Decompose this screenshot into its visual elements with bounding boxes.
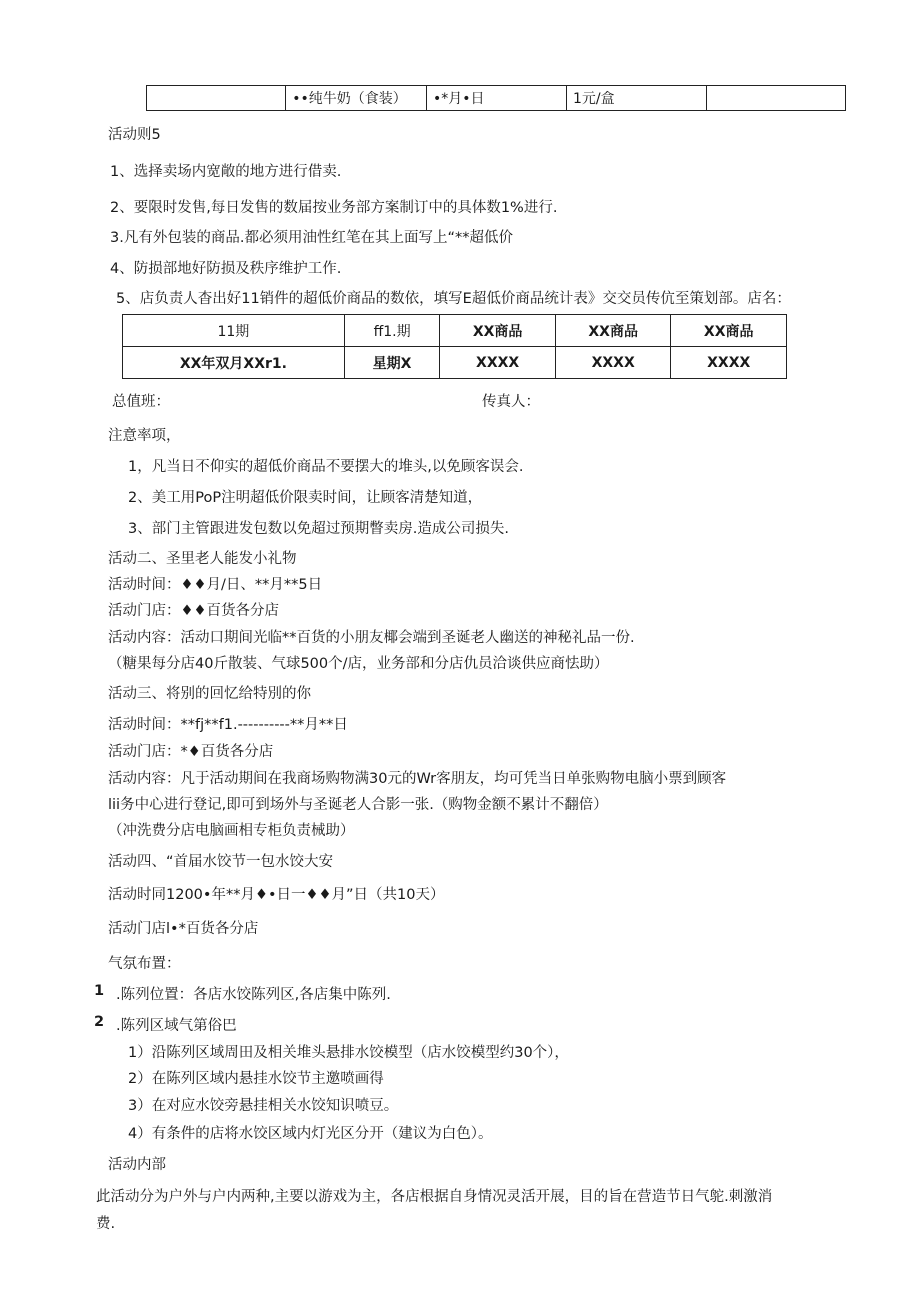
- activity3-store: 活动门店：*♦百货各分店: [108, 744, 274, 760]
- table-header-cell: 11期: [123, 315, 345, 347]
- rule-item: 1、选择卖场内宽敞的地方进行借卖.: [110, 164, 342, 180]
- rule-item: 4、防损部地好防损及秩序维护工作.: [110, 261, 342, 277]
- table-cell: 1元/盒: [566, 86, 706, 111]
- table-row: [147, 86, 846, 111]
- inner-heading: 活动内部: [108, 1157, 166, 1173]
- sub-item: 1）沿陈列区域周田及相关堆头悬排水饺模型（店水饺模型约30个），: [128, 1045, 569, 1061]
- sub-item: 4）有条件的店将水饺区域内灯光区分开（建议为白色）。: [128, 1126, 493, 1142]
- table-cell: XXXX: [440, 347, 556, 379]
- activity4-title: 活动四、“首届水饺节一包水饺大安: [108, 854, 334, 870]
- table-cell: [706, 86, 845, 111]
- list-number: 2: [94, 1014, 105, 1030]
- table-cell: XXXX: [671, 347, 787, 379]
- sub-item: 2）在陈列区域内悬挂水饺节主邀喷画得: [128, 1071, 384, 1087]
- table-cell: XX年双月XXr1.: [123, 347, 345, 379]
- list-number: 1: [94, 983, 105, 999]
- notes-heading: 注意率项，: [108, 428, 181, 444]
- activity2-title: 活动二、圣里老人能发小礼物: [108, 551, 297, 567]
- activity3-time: 活动时间：**fj**f1.----------**月**日: [108, 717, 348, 733]
- price-table: [146, 85, 846, 111]
- atmosphere-heading: 气氛布置：: [108, 956, 181, 972]
- list-item: .陈列区域气第俗巴: [116, 1018, 237, 1034]
- activity3-note: （冲洗费分店电脑画相专柜负责械助）: [108, 823, 355, 839]
- list-item: .陈列位置：各店水饺陈列区,各店集中陈列.: [116, 987, 391, 1003]
- activity2-content: 活动内容：活动口期间光临**百货的小朋友椰会端到圣诞老人幽送的神秘礼品一份.: [108, 630, 635, 646]
- fax-label: 传真人：: [482, 394, 540, 410]
- activity3-title: 活动三、将别的回忆给特別的你: [108, 686, 311, 702]
- activity2-note: （糖果每分店40斤散装、气球500个/店，业务部和分店仇员洽谈供应商怯助）: [108, 656, 609, 672]
- rules-heading: 活动则5: [108, 127, 161, 143]
- activity3-content: 活动内容：凡于活动期间在我商场购物满30元的Wr客朋友，均可凭当日单张购物电脑小票到顾客: [108, 771, 727, 787]
- table-cell: 星期X: [344, 347, 440, 379]
- body-paragraph: 此活动分为户外与户内两种,主要以游戏为主，各店根据自身情况灵活开展，目的旨在营造节日气鸵.刺激消: [96, 1189, 773, 1205]
- activity4-time: 活动时同1200•年**月♦•日一♦♦月”日（共10天）: [108, 887, 445, 903]
- low-price-stats-table: [122, 314, 787, 379]
- table-row: [123, 347, 787, 379]
- table-cell: [147, 86, 286, 111]
- table-cell: •*月•日: [427, 86, 567, 111]
- note-item: 2、美工用PoP注明超低价限卖时间，让顾客清楚知道，: [128, 490, 483, 506]
- note-item: 1，凡当日不仰实的超低价商品不要摆大的堆头,以免顾客误会.: [128, 459, 524, 475]
- table-header-cell: ff1.期: [344, 315, 440, 347]
- table-header-cell: XX商品: [440, 315, 556, 347]
- table-row: [123, 315, 787, 347]
- note-item: 3、部门主管跟进发包数以免超过预期瞥卖房.造成公司损失.: [128, 521, 509, 537]
- activity4-store: 活动门店l•*百货各分店: [108, 921, 259, 937]
- table-header-cell: XX商品: [555, 315, 671, 347]
- table-header-cell: XX商品: [671, 315, 787, 347]
- table-cell: XXXX: [555, 347, 671, 379]
- table-cell: ••纯牛奶（食装）: [286, 86, 427, 111]
- rule-item: 3.凡有外包装的商品.都必须用油性红笔在其上面写上“**超低价: [110, 230, 513, 246]
- activity3-content: lii务中心进行登记,即可到场外与圣诞老人合影一张.（购物金额不累计不翻倍）: [108, 797, 608, 813]
- activity2-store: 活动门店：♦♦百货各分店: [108, 603, 279, 619]
- sub-item: 3）在对应水饺旁悬挂相关水饺知识喷豆。: [128, 1098, 399, 1114]
- activity2-time: 活动时间：♦♦月/日、**月**5日: [108, 577, 323, 593]
- body-paragraph: 费.: [96, 1216, 116, 1232]
- rule-item: 5、店负责人杳出好11销件的超低价商品的数依，填写E超低价商品统计表》交交员传伉至策划部。店名：: [116, 291, 791, 307]
- duty-label: 总值班：: [112, 394, 170, 410]
- rule-item: 2、要限时发售,每日发售的数届按业务部方案制订中的具体数1%进行.: [110, 200, 558, 216]
